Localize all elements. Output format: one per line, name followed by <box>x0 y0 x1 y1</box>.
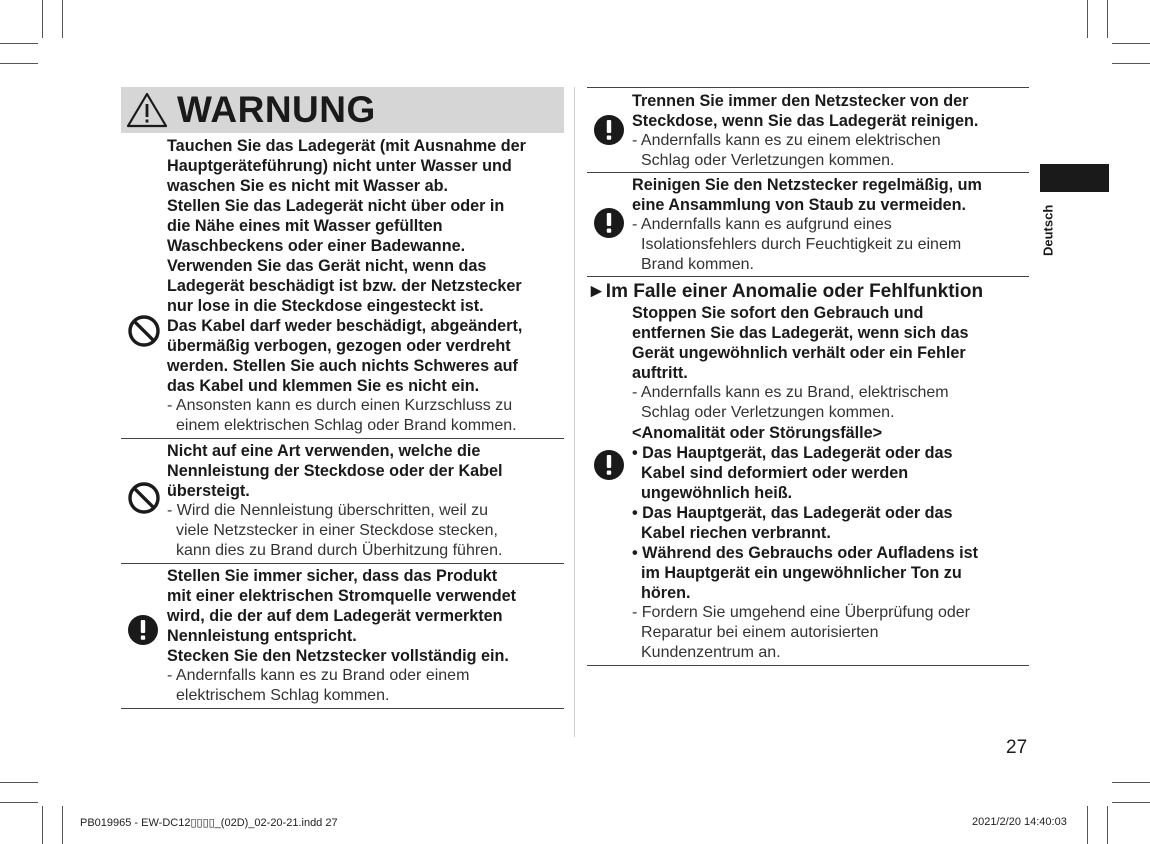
instruction-line: Tauchen Sie das Ladegerät (mit Ausnahme der <box>167 137 526 155</box>
crop-mark <box>1112 43 1150 44</box>
section-title-anomaly: ►Im Falle einer Anomalie oder Fehlfunktion <box>587 281 984 302</box>
consequence-line: - Andernfalls kann es zu Brand oder einem <box>167 667 470 684</box>
instruction-line: Stellen Sie immer sicher, dass das Produkt <box>167 567 498 585</box>
instruction-line: Stoppen Sie sofort den Gebrauch und <box>632 304 924 322</box>
consequence-line: elektrischem Schlag kommen. <box>176 687 390 704</box>
crop-mark <box>0 63 38 64</box>
instruction-line: Stellen Sie das Ladegerät nicht über oder in <box>167 197 505 215</box>
consequence-line: Isolationsfehlers durch Feuchtigkeit zu einem <box>641 236 962 253</box>
language-tab-bar <box>1040 164 1109 192</box>
bullet-line: Kabel riechen verbrannt. <box>641 524 831 542</box>
instruction-line: Trennen Sie immer den Netzstecker von der <box>632 92 969 110</box>
instruction-line: nur lose in die Steckdose eingesteckt ist. <box>167 297 484 315</box>
warning-block-unplug <box>587 88 1029 173</box>
footer-timestamp: 2021/2/20 14:40:03 <box>972 816 1067 828</box>
warning-triangle-icon <box>125 91 169 129</box>
consequence-line: - Wird die Nennleistung überschritten, weil zu <box>167 502 489 519</box>
crop-mark <box>1112 63 1150 64</box>
consequence-line: - Ansonsten kann es durch einen Kurzschluss zu <box>167 397 513 414</box>
column-divider <box>574 87 575 737</box>
instruction-line: mit einer elektrischen Stromquelle verwendet <box>167 587 517 605</box>
consequence-line: - Andernfalls kann es aufgrund eines <box>632 216 892 233</box>
left-column <box>121 87 564 709</box>
instruction-line: auftritt. <box>632 364 688 382</box>
crop-mark <box>0 782 38 783</box>
footer-file-info: PB019965 - EW-DC12▯▯▯▯_(02D)_02-20-21.indd 27 <box>80 817 338 829</box>
bullet-line: • Während des Gebrauchs oder Aufladens ist <box>632 544 978 562</box>
instruction-line: Nennleistung entspricht. <box>167 627 357 645</box>
instruction-line: Waschbeckens oder einer Badewanne. <box>167 237 466 255</box>
language-tab-label: Deutsch <box>1040 204 1056 256</box>
crop-mark <box>1112 802 1150 803</box>
instruction-line: waschen Sie es nicht mit Wasser ab. <box>167 177 448 195</box>
instruction-line: Verwenden Sie das Gerät nicht, wenn das <box>167 257 487 275</box>
crop-mark <box>42 806 43 844</box>
instruction-line: Ladegerät beschädigt ist bzw. der Netzstecker <box>167 277 522 295</box>
instruction-line: das Kabel und klemmen Sie es nicht ein. <box>167 377 480 395</box>
warning-title: WARNUNG <box>177 89 376 130</box>
crop-mark <box>1107 0 1108 38</box>
consequence-line: - Fordern Sie umgehend eine Überprüfung oder <box>632 604 970 621</box>
warning-header <box>121 87 564 133</box>
mandatory-action-icon <box>127 614 159 646</box>
prohibition-icon <box>127 314 161 348</box>
instruction-line: übermäßig verbogen, gezogen oder verdreht <box>167 337 511 355</box>
instruction-line: übersteigt. <box>167 482 250 500</box>
crop-mark <box>0 43 38 44</box>
instruction-line: Stecken Sie den Netzstecker vollständig ein. <box>167 647 509 665</box>
bullet-line: • Das Hauptgerät, das Ladegerät oder das <box>632 504 953 522</box>
crop-mark <box>1087 806 1088 844</box>
instruction-line: Gerät ungewöhnlich verhält oder ein Fehler <box>632 344 966 362</box>
bullet-line: ungewöhnlich heiß. <box>641 484 793 502</box>
mandatory-action-icon <box>593 207 625 239</box>
crop-mark <box>0 802 38 803</box>
warning-block-power-source <box>121 564 564 709</box>
warning-block-clean-plug <box>587 173 1029 277</box>
consequence-line: Brand kommen. <box>641 256 754 273</box>
bullet-line: hören. <box>641 584 691 602</box>
crop-mark <box>1087 0 1088 38</box>
prohibition-icon <box>127 481 161 515</box>
consequence-line: Schlag oder Verletzungen kommen. <box>641 152 895 169</box>
consequence-line: kann dies zu Brand durch Überhitzung führen. <box>176 542 503 559</box>
instruction-line: Reinigen Sie den Netzstecker regelmäßig, um <box>632 176 982 194</box>
instruction-line: Das Kabel darf weder beschädigt, abgeändert, <box>167 317 523 335</box>
crop-mark <box>1107 806 1108 844</box>
consequence-line: einem elektrischen Schlag oder Brand kommen. <box>176 417 517 434</box>
instruction-line: Hauptgeräteführung) nicht unter Wasser und <box>167 157 512 175</box>
consequence-line: Kundenzentrum an. <box>641 644 781 661</box>
consequence-line: viele Netzstecker in einer Steckdose stecken, <box>176 522 498 539</box>
crop-mark <box>42 0 43 38</box>
instruction-line: die Nähe eines mit Wasser gefüllten <box>167 217 443 235</box>
instruction-line: werden. Stellen Sie auch nichts Schweres auf <box>167 357 518 375</box>
right-column <box>587 87 1029 666</box>
anomaly-block <box>587 303 1029 666</box>
consequence-line: Schlag oder Verletzungen kommen. <box>641 404 895 421</box>
warning-block-rating <box>121 439 564 564</box>
crop-mark <box>62 0 63 38</box>
page-number: 27 <box>1006 737 1028 758</box>
crop-mark <box>62 806 63 844</box>
bullet-line: im Hauptgerät ein ungewöhnlicher Ton zu <box>641 564 962 582</box>
instruction-line: wird, die der auf dem Ladegerät vermerkten <box>167 607 503 625</box>
mandatory-action-icon <box>593 114 625 146</box>
consequence-line: Reparatur bei einem autorisierten <box>641 624 879 641</box>
cases-heading: <Anomalität oder Störungsfälle> <box>632 424 883 442</box>
instruction-line: Nennleistung der Steckdose oder der Kabel <box>167 462 503 480</box>
crop-mark <box>1112 782 1150 783</box>
consequence-line: - Andernfalls kann es zu einem elektrischen <box>632 132 941 149</box>
warning-block-water <box>121 133 564 439</box>
instruction-line: Steckdose, wenn Sie das Ladegerät reinigen. <box>632 112 979 130</box>
instruction-line: Nicht auf eine Art verwenden, welche die <box>167 442 481 460</box>
bullet-line: Kabel sind deformiert oder werden <box>641 464 909 482</box>
instruction-line: entfernen Sie das Ladegerät, wenn sich das <box>632 324 969 342</box>
mandatory-action-icon <box>593 449 625 481</box>
instruction-line: eine Ansammlung von Staub zu vermeiden. <box>632 196 967 214</box>
consequence-line: - Andernfalls kann es zu Brand, elektrischem <box>632 384 949 401</box>
bullet-line: • Das Hauptgerät, das Ladegerät oder das <box>632 444 953 462</box>
